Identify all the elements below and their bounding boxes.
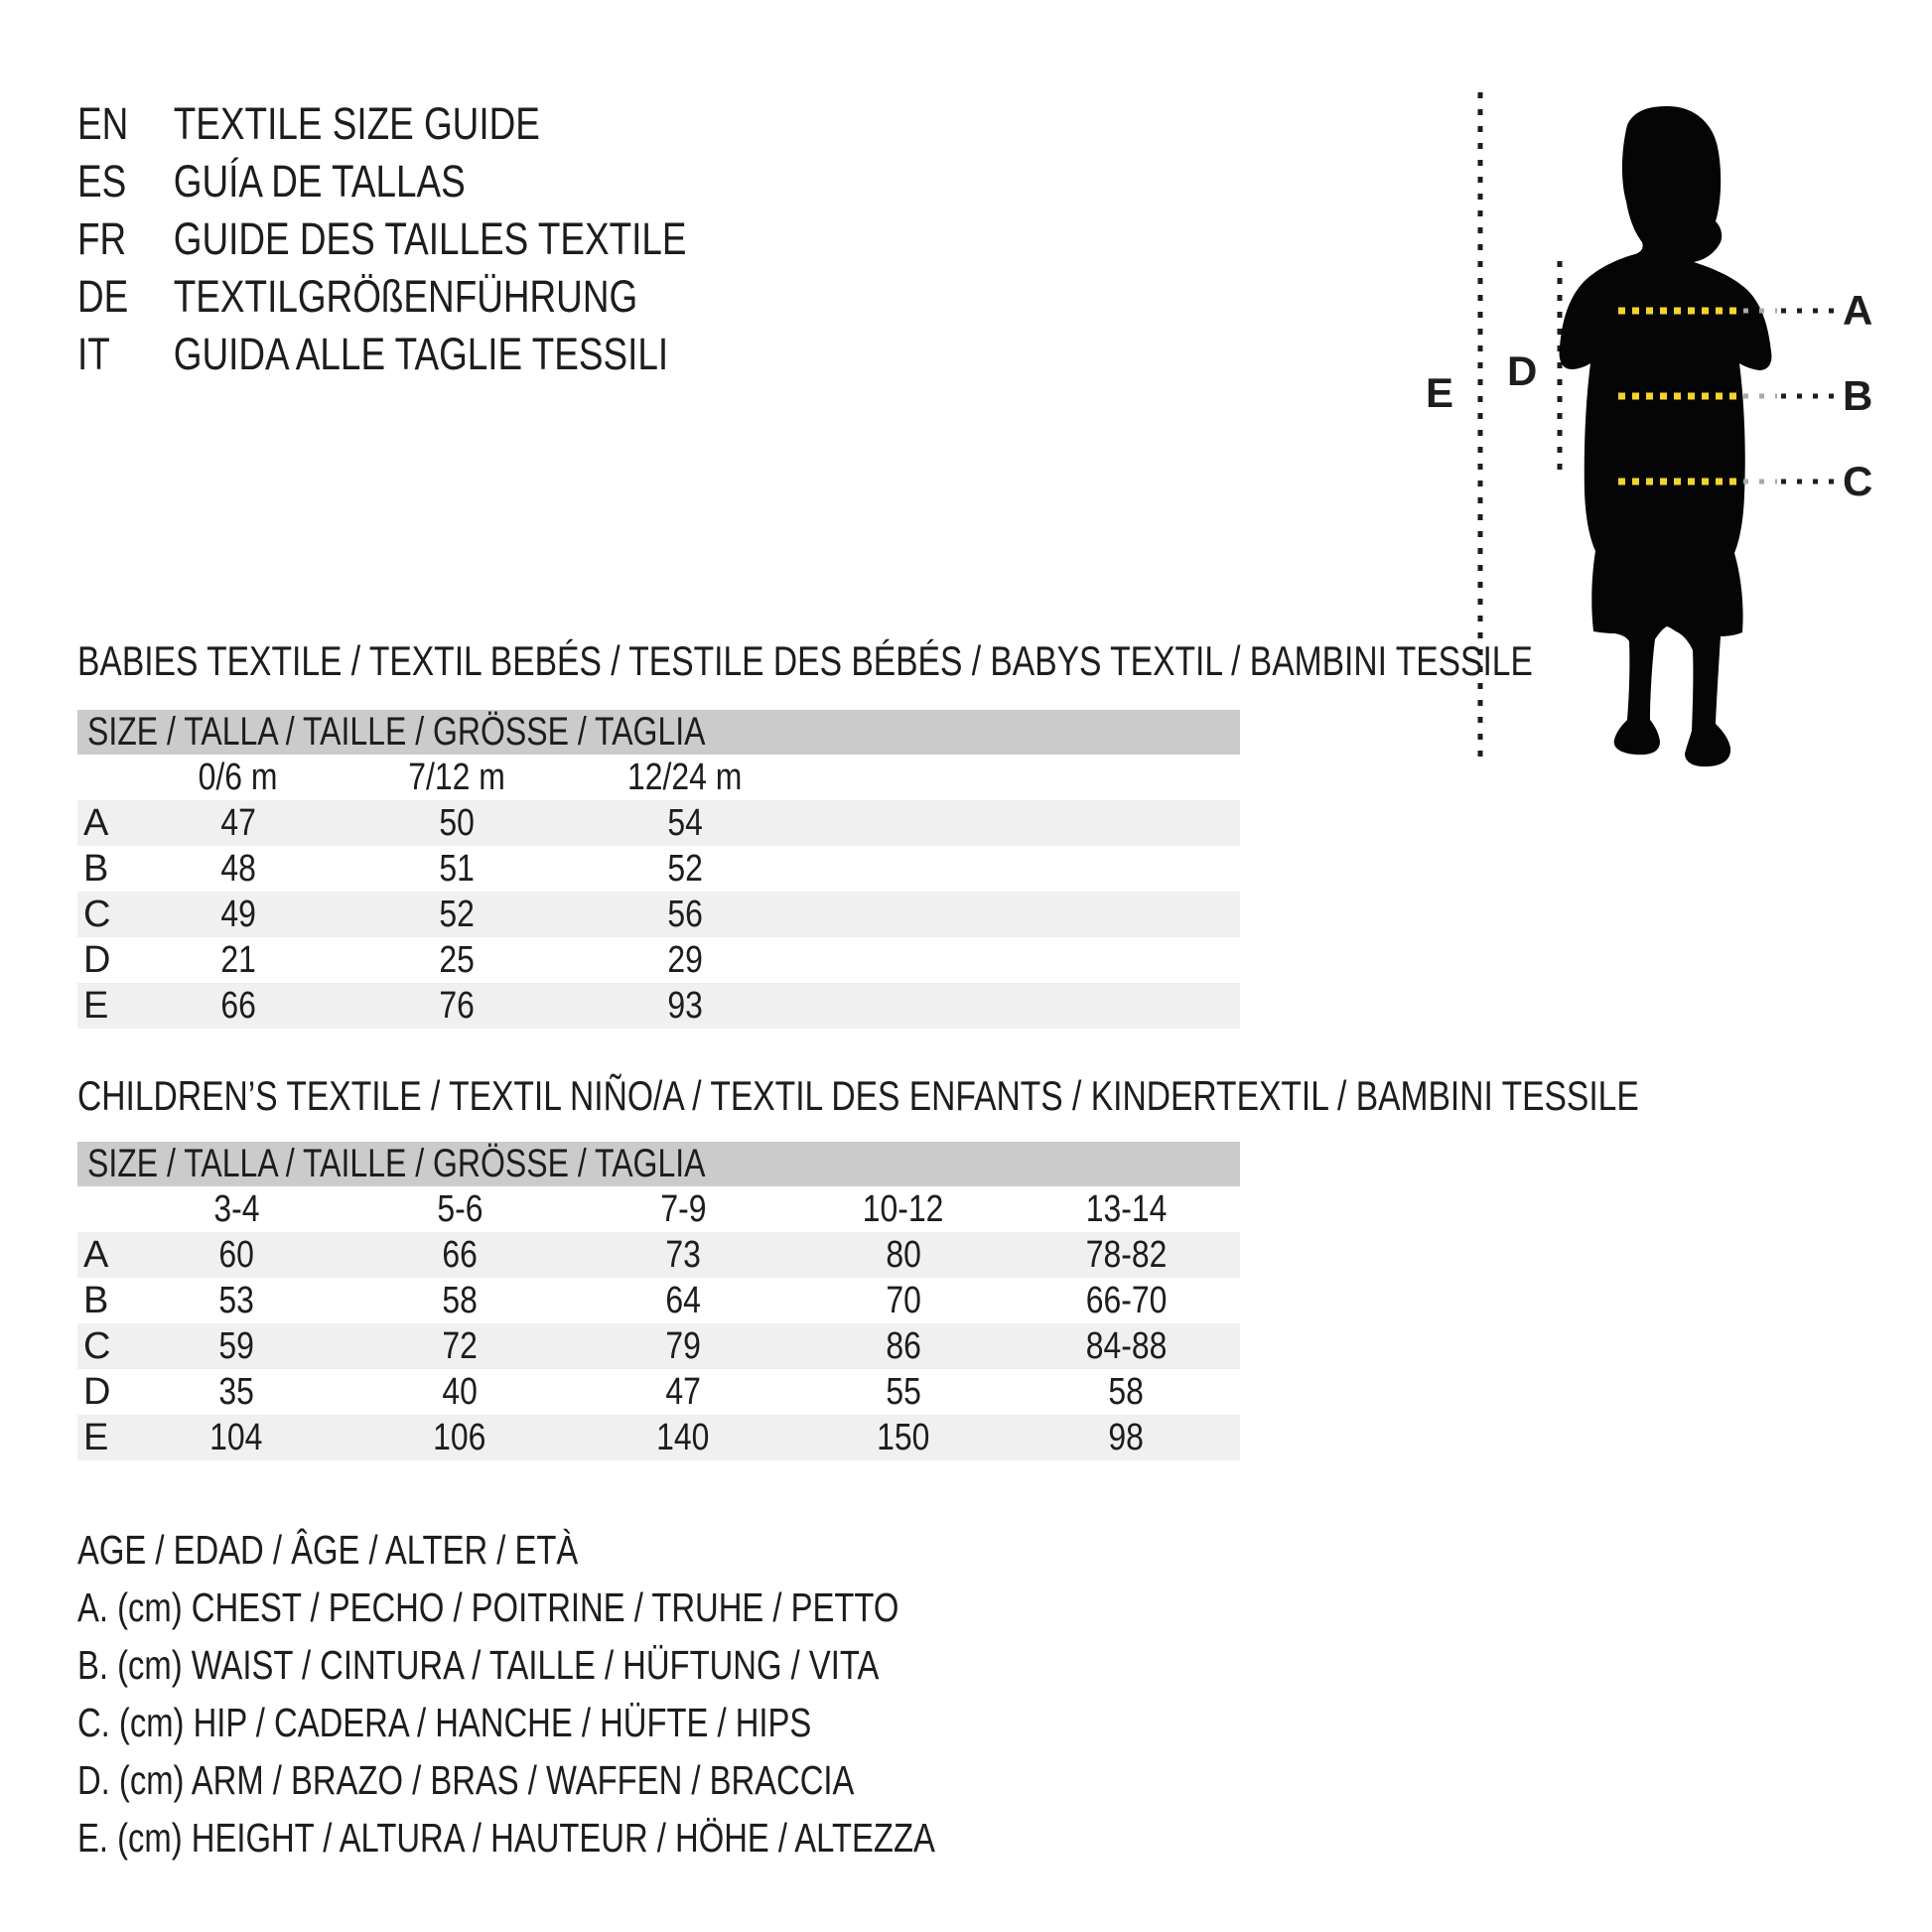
- table-row: B 48 51 52: [77, 846, 1240, 892]
- babies-column-header-row: [77, 755, 1240, 800]
- row-label: E: [83, 984, 109, 1027]
- row-label: D: [83, 938, 111, 981]
- language-code: FR: [77, 213, 127, 264]
- column-header: 13-14: [1085, 1187, 1168, 1230]
- column-header: 12/24 m: [627, 756, 743, 798]
- babies-size-header-bar: SIZE / TALLA / TAILLE / GRÖSSE / TAGLIA: [77, 710, 1240, 755]
- table-row: E 104 106 140 150 98: [77, 1415, 1240, 1460]
- language-row-it: [77, 326, 687, 383]
- legend-age: AGE / EDAD / ÂGE / ALTER / ETÀ: [77, 1527, 579, 1573]
- children-section-heading: CHILDREN’S TEXTILE / TEXTIL NIÑO/A / TEXTIL DES ENFANTS / KINDERTEXTIL / BAMBINI TESSILE: [77, 1072, 1639, 1119]
- legend-arm: D. (cm) ARM / BRAZO / BRAS / WAFFEN / BRACCIA: [77, 1757, 855, 1803]
- table-row: A 60 66 73 80 78-82: [77, 1232, 1240, 1278]
- children-size-table: [77, 1142, 1240, 1460]
- column-header: 3-4: [212, 1187, 260, 1230]
- guide-title-en: TEXTILE SIZE GUIDE: [173, 98, 540, 149]
- row-label: B: [83, 1279, 109, 1321]
- row-label: D: [83, 1370, 111, 1413]
- row-label: C: [83, 893, 111, 935]
- column-header: 10-12: [863, 1187, 944, 1230]
- row-label: B: [83, 847, 109, 890]
- language-code: ES: [77, 156, 127, 207]
- row-label: A: [83, 1233, 109, 1276]
- language-code: EN: [77, 98, 129, 149]
- babies-size-table: [77, 710, 1240, 1029]
- guide-title-it: GUIDA ALLE TAGLIE TESSILI: [173, 329, 669, 379]
- row-label: A: [83, 801, 109, 844]
- table-row: B 53 58 64 70 66-70: [77, 1278, 1240, 1323]
- language-row-de: [77, 268, 687, 326]
- row-label: E: [83, 1416, 109, 1458]
- legend-chest: A. (cm) CHEST / PECHO / POITRINE / TRUHE / PETTO: [77, 1585, 899, 1630]
- table-row: C 49 52 56: [77, 892, 1240, 937]
- language-code: IT: [77, 329, 110, 379]
- label-height-e: E: [1426, 369, 1454, 416]
- guide-title-es: GUÍA DE TALLAS: [173, 156, 466, 207]
- language-code: DE: [77, 271, 129, 322]
- row-label: C: [83, 1324, 111, 1367]
- language-row-en: [77, 95, 687, 153]
- table-row: E 66 76 93: [77, 983, 1240, 1029]
- children-size-header-bar: SIZE / TALLA / TAILLE / GRÖSSE / TAGLIA: [77, 1142, 1240, 1186]
- babies-section-heading: BABIES TEXTILE / TEXTIL BEBÉS / TESTILE DES BÉBÉS / BABYS TEXTIL / BAMBINI TESSILE: [77, 637, 1533, 684]
- label-waist-b: B: [1843, 372, 1873, 419]
- guide-title-fr: GUIDE DES TAILLES TEXTILE: [173, 213, 687, 264]
- column-header: 7-9: [659, 1187, 707, 1230]
- label-arm-d: D: [1507, 347, 1538, 394]
- table-row: A 47 50 54: [77, 800, 1240, 846]
- legend-waist: B. (cm) WAIST / CINTURA / TAILLE / HÜFTUNG / VITA: [77, 1642, 880, 1688]
- language-row-fr: [77, 210, 687, 268]
- legend-height: E. (cm) HEIGHT / ALTURA / HAUTEUR / HÖHE / ALTEZZA: [77, 1815, 935, 1861]
- language-title-block: [77, 95, 820, 383]
- measurement-legend: [77, 1521, 1150, 1866]
- guide-title-de: TEXTILGRÖßENFÜHRUNG: [173, 271, 638, 322]
- language-row-es: [77, 153, 687, 210]
- measurement-diagram: [1390, 60, 1932, 794]
- table-row: C 59 72 79 86 84-88: [77, 1323, 1240, 1369]
- column-header: 7/12 m: [408, 756, 505, 798]
- label-hip-c: C: [1843, 458, 1873, 504]
- legend-hip: C. (cm) HIP / CADERA / HANCHE / HÜFTE / HIPS: [77, 1700, 812, 1745]
- children-column-header-row: [77, 1186, 1240, 1232]
- column-header: 0/6 m: [199, 756, 278, 798]
- column-header: 5-6: [436, 1187, 483, 1230]
- table-row: D 21 25 29: [77, 937, 1240, 983]
- label-chest-a: A: [1843, 287, 1873, 334]
- table-row: D 35 40 47 55 58: [77, 1369, 1240, 1415]
